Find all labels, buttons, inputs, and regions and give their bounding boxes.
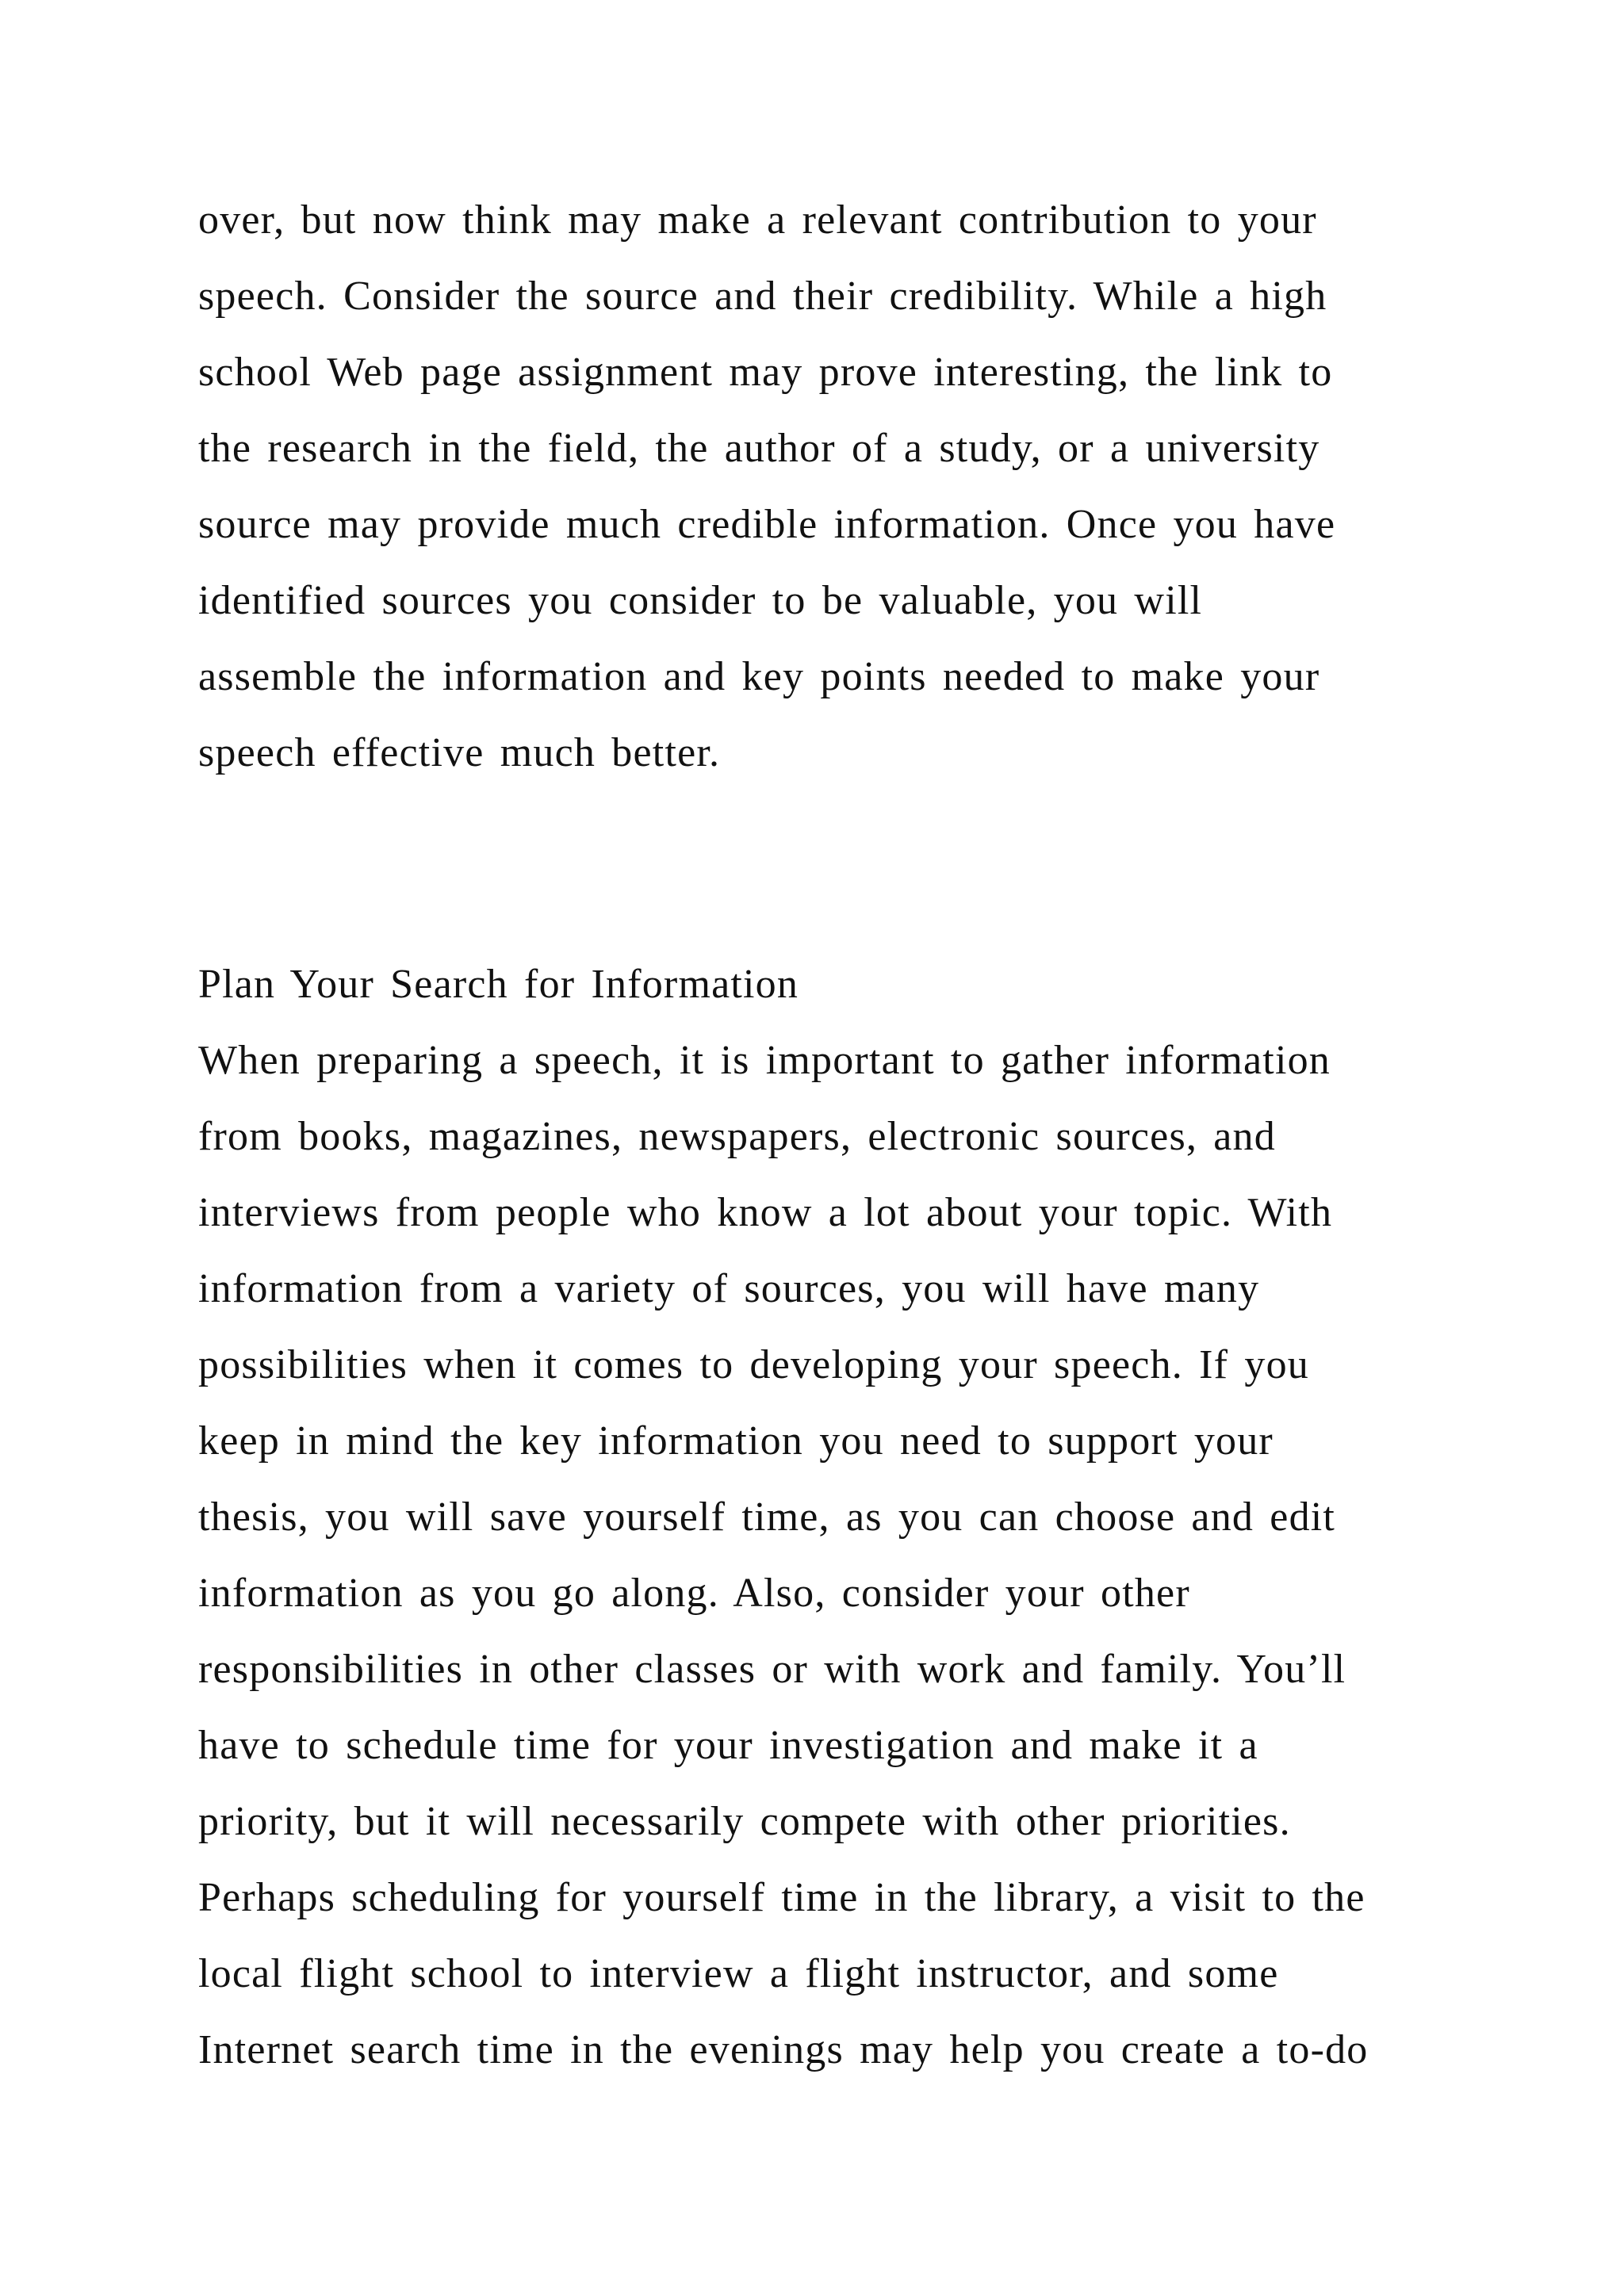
paragraph-2-line: information from a variety of sources, you will have many [198,1266,1260,1311]
paragraph-2-line: interviews from people who know a lot about your topic. With [198,1190,1333,1235]
paragraph-1-line: the research in the field, the author of a study, or a university [198,426,1320,471]
paragraph-1-line: speech. Consider the source and their credibility. While a high [198,274,1327,319]
paragraph-1-line: school Web page assignment may prove interesting, the link to [198,350,1333,395]
paragraph-2-line: When preparing a speech, it is important to gather information [198,1038,1331,1083]
paragraph-1-line: over, but now think may make a relevant contribution to your [198,197,1317,243]
section-heading: Plan Your Search for Information [198,962,799,1007]
paragraph-1-line: speech effective much better. [198,730,721,775]
paragraph-1-line: identified sources you consider to be valuable, you will [198,578,1203,623]
paragraph-1-line: assemble the information and key points needed to make your [198,654,1320,699]
paragraph-2-line: local flight school to interview a flight instructor, and some [198,1951,1279,1996]
paragraph-2-line: have to schedule time for your investigation and make it a [198,1723,1258,1768]
paragraph-2-line: keep in mind the key information you need to support your [198,1418,1274,1464]
paragraph-2-line: responsibilities in other classes or with work and family. You’ll [198,1647,1346,1692]
paragraph-1-line: source may provide much credible information. Once you have [198,502,1336,547]
paragraph-2-line: priority, but it will necessarily compete with other priorities. [198,1799,1291,1844]
paragraph-2-line: Internet search time in the evenings may help you create a to-do [198,2027,1369,2072]
paragraph-2-line: information as you go along. Also, consider your other [198,1571,1190,1616]
paragraph-2-line: from books, magazines, newspapers, electronic sources, and [198,1114,1276,1159]
paragraph-2-line: Perhaps scheduling for yourself time in the library, a visit to the [198,1875,1365,1920]
paragraph-2-line: possibilities when it comes to developing your speech. If you [198,1342,1309,1387]
paragraph-2-line: thesis, you will save yourself time, as you can choose and edit [198,1494,1336,1540]
